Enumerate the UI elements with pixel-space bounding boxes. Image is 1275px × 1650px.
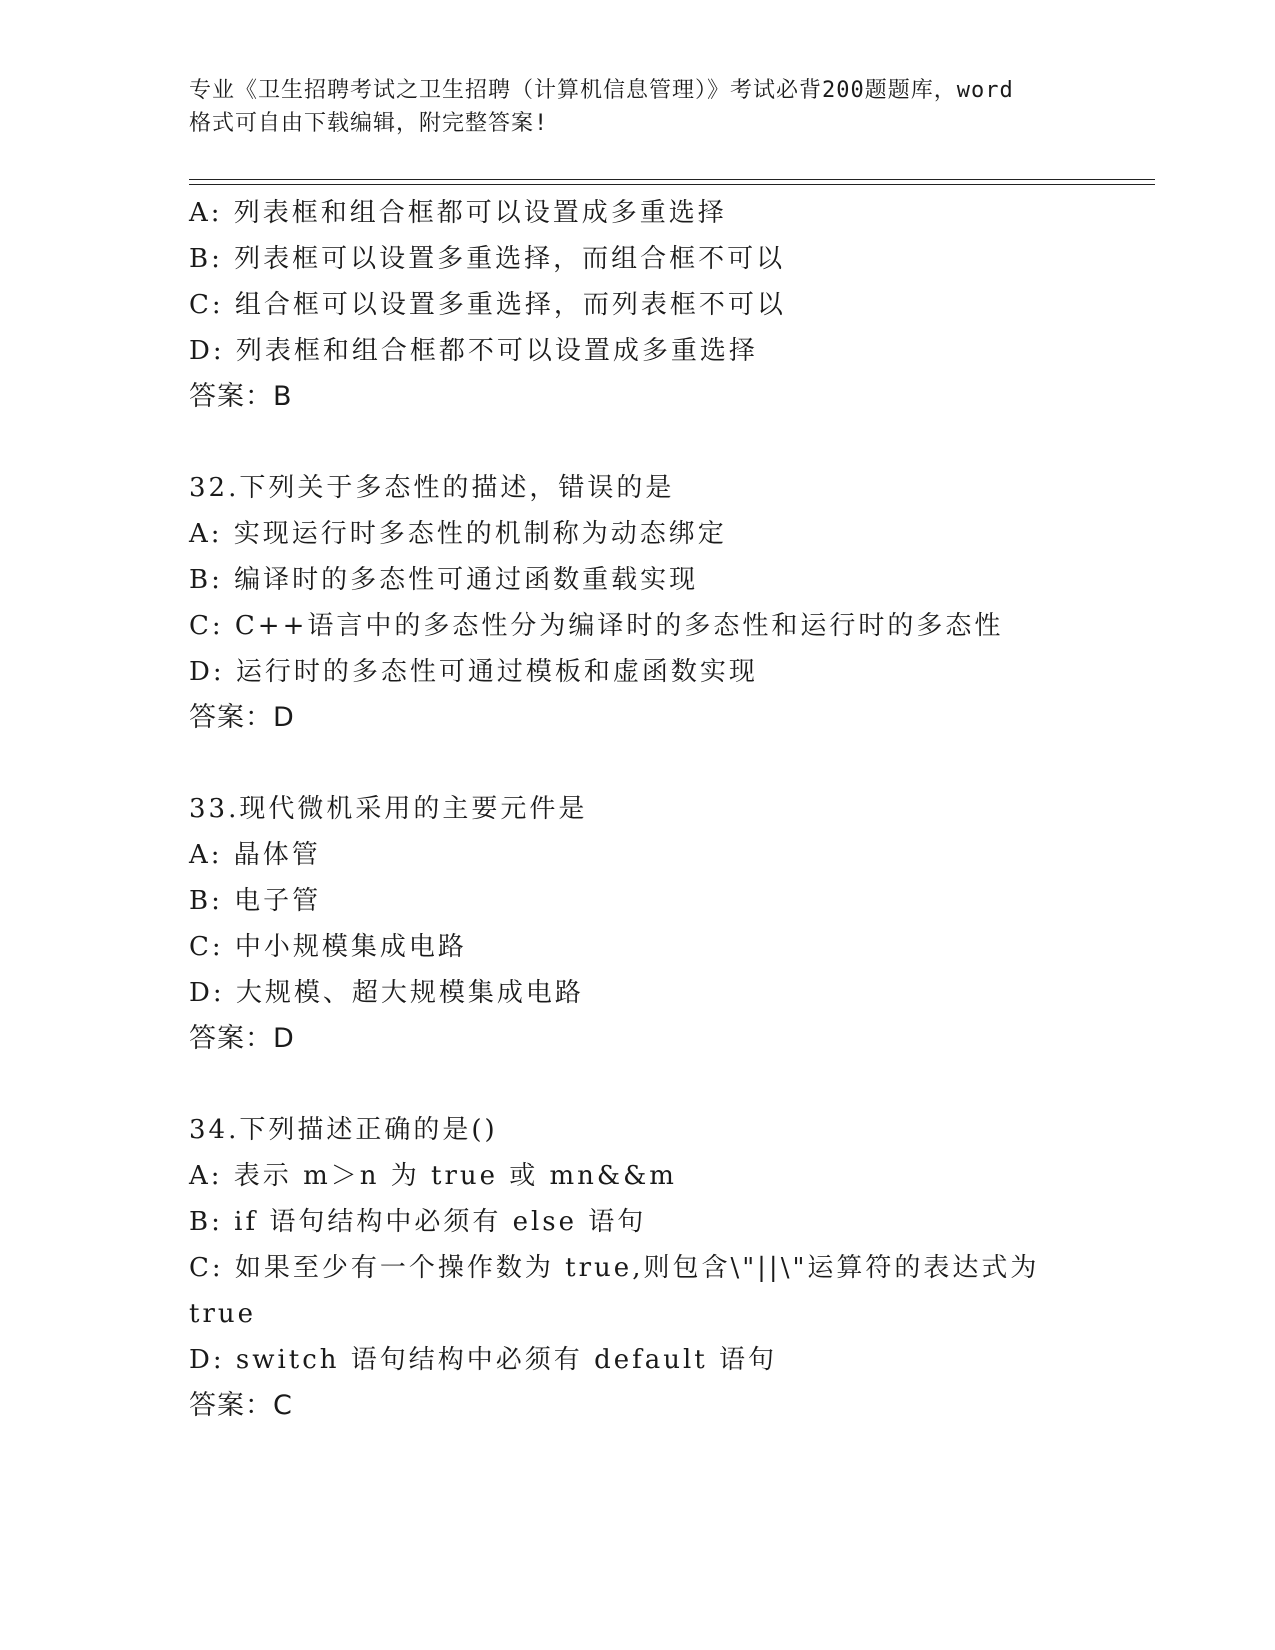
question-33	[189, 786, 1149, 1062]
question-text: 34.下列描述正确的是()	[189, 1115, 498, 1145]
option-d: D: 大规模、超大规模集成电路	[189, 978, 584, 1008]
header-line-1: 专业《卫生招聘考试之卫生招聘（计算机信息管理）》考试必背200题题库，word	[189, 78, 1014, 103]
answer: 答案：D	[189, 702, 295, 733]
spacer	[189, 1062, 1149, 1107]
answer: 答案：D	[189, 1023, 295, 1054]
option-c: C: 中小规模集成电路	[189, 932, 467, 962]
spacer	[189, 741, 1149, 786]
question-text: 32.下列关于多态性的描述，错误的是	[189, 473, 675, 503]
question-text: 33.现代微机采用的主要元件是	[189, 794, 588, 824]
question-32	[189, 465, 1149, 741]
answer: 答案：C	[189, 1390, 293, 1421]
spacer	[189, 420, 1149, 465]
option-b: B: 电子管	[189, 886, 322, 916]
option-b: B: 列表框可以设置多重选择，而组合框不可以	[189, 244, 786, 274]
option-a: A: 晶体管	[189, 840, 321, 870]
header-line-2: 格式可自由下载编辑，附完整答案!	[189, 111, 549, 136]
question-34	[189, 1107, 1149, 1429]
question-31	[189, 190, 1149, 420]
option-d: D: switch 语句结构中必须有 default 语句	[189, 1345, 777, 1375]
option-d: D: 列表框和组合框都不可以设置成多重选择	[189, 336, 758, 366]
option-a: A: 实现运行时多态性的机制称为动态绑定	[189, 519, 727, 549]
header-divider-bottom	[189, 184, 1155, 185]
option-c: C: 组合框可以设置多重选择，而列表框不可以	[189, 290, 786, 320]
option-c: C: C++语言中的多态性分为编译时的多态性和运行时的多态性	[189, 611, 1004, 641]
option-b: B: if 语句结构中必须有 else 语句	[189, 1207, 647, 1237]
option-a: A: 表示 m＞n 为 true 或 mn&&m	[189, 1161, 677, 1191]
option-d: D: 运行时的多态性可通过模板和虚函数实现	[189, 657, 758, 687]
document-header	[189, 74, 1089, 140]
option-a: A: 列表框和组合框都可以设置成多重选择	[189, 198, 727, 228]
question-list	[189, 190, 1149, 1429]
answer: 答案：B	[189, 381, 293, 412]
option-b: B: 编译时的多态性可通过函数重载实现	[189, 565, 699, 595]
option-c-continued: true	[189, 1299, 257, 1329]
header-divider-top	[189, 179, 1155, 180]
option-c: C: 如果至少有一个操作数为 true,则包含\"||\"运算符的表达式为	[189, 1253, 1040, 1283]
